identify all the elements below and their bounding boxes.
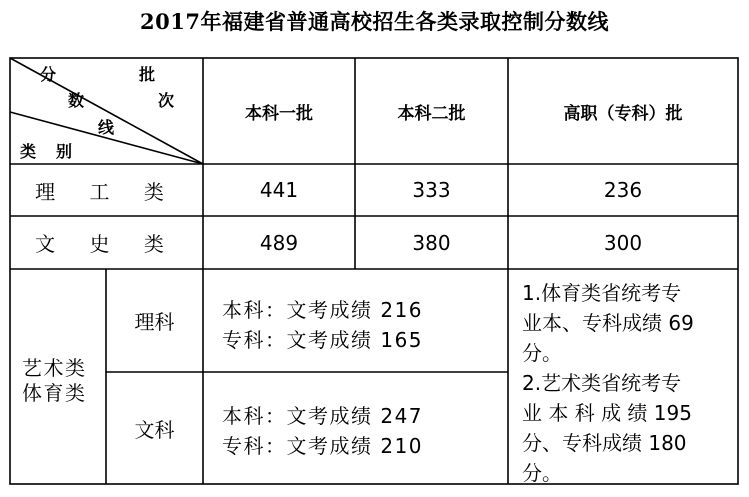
sub-label-liberal-arts: 文科 (134, 417, 175, 442)
art-category-label: 艺术类 (22, 356, 87, 380)
corner-label-xian: 线 (98, 118, 115, 137)
corner-label-shu: 数 (68, 91, 85, 110)
note-line: 业本、专科成绩 69 (522, 311, 694, 335)
corner-label-pi: 批 (139, 65, 156, 84)
sports-category-label: 体育类 (22, 381, 87, 405)
arts-vocational-score: 专科：文考成绩 210 (222, 434, 424, 458)
row-label-liberal-arts: 文 史 类 (35, 232, 178, 256)
corner-label-fen: 分 (40, 65, 57, 84)
score-science-batch-2: 333 (412, 178, 451, 202)
arts-undergrad-score: 本科：文考成绩 247 (222, 404, 424, 428)
score-arts-batch-2: 380 (412, 230, 451, 255)
note-line: 1.体育类省统考专 (522, 281, 682, 305)
science-undergrad-score: 本科：文考成绩 216 (222, 298, 424, 322)
corner-label-bie: 别 (56, 142, 73, 161)
score-arts-vocational: 300 (603, 230, 643, 255)
corner-label-ci: 次 (158, 91, 175, 110)
page-title: 2017年福建省普通高校招生各类录取控制分数线 (140, 9, 609, 34)
corner-diagonal-1 (10, 58, 203, 164)
header-batch-2: 本科二批 (397, 103, 466, 124)
note-line: 分、专科成绩 180 (522, 431, 687, 455)
sub-label-science: 理科 (134, 310, 175, 334)
score-science-vocational: 236 (603, 178, 643, 202)
row-label-science: 理 工 类 (35, 179, 178, 204)
header-batch-1: 本科一批 (245, 103, 313, 124)
score-arts-batch-1: 489 (259, 230, 299, 255)
corner-label-lei: 类 (20, 142, 37, 161)
note-line: 业 本 科 成 绩 195 (522, 401, 692, 425)
score-science-batch-1: 441 (259, 178, 299, 202)
science-vocational-score: 专科：文考成绩 165 (222, 328, 424, 352)
note-line: 2.艺术类省统考专 (522, 371, 682, 395)
note-line: 分。 (522, 341, 562, 365)
header-batch-vocational: 高职（专科）批 (563, 103, 683, 124)
note-line: 分。 (522, 461, 562, 485)
